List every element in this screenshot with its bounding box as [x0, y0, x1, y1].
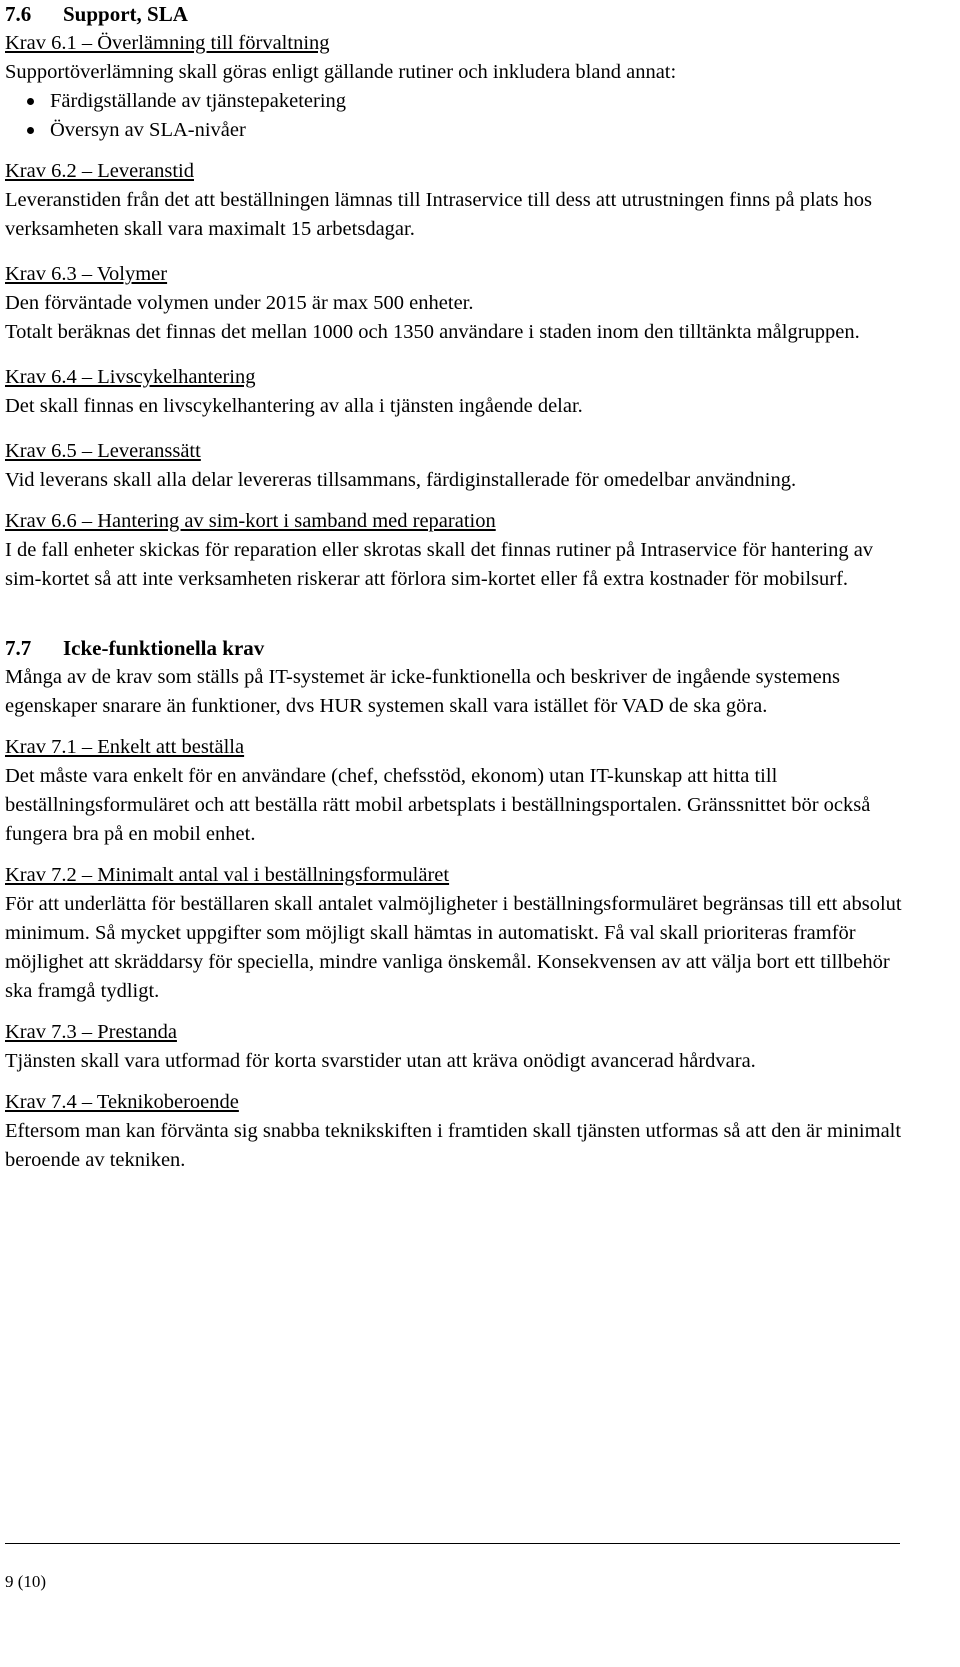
list-item	[5, 87, 905, 116]
section-title: Icke-funktionella krav	[63, 636, 265, 660]
requirement-heading: Krav 6.4 – Livscykelhantering	[5, 366, 256, 388]
requirement-6-3	[5, 260, 905, 347]
section-intro: Många av de krav som ställs på IT-systemet är icke-funktionella och beskriver de ingående systemens egenskaper snarare än funktioner, dvs HUR systemen skall vara istället för VAD de ska göra.	[5, 666, 840, 717]
list-item-text: Översyn av SLA-nivåer	[50, 119, 246, 141]
requirement-heading: Krav 6.1 – Överlämning till förvaltning	[5, 32, 330, 54]
requirement-6-5	[5, 437, 905, 495]
requirement-body: Totalt beräknas det finnas det mellan 1000 och 1350 användare i staden inom den tilltänkta målgruppen.	[5, 321, 860, 343]
section-number: 7.7	[5, 636, 32, 660]
bullet-icon	[27, 98, 34, 105]
requirement-6-1	[5, 29, 905, 145]
requirement-body: Den förväntade volymen under 2015 är max 500 enheter.	[5, 292, 474, 314]
page-number: 9 (10)	[5, 1572, 47, 1591]
requirement-6-4	[5, 363, 905, 421]
footer-divider	[5, 1543, 900, 1544]
requirement-heading: Krav 7.3 – Prestanda	[5, 1021, 177, 1043]
requirement-body: Det skall finnas en livscykelhantering av alla i tjänsten ingående delar.	[5, 395, 583, 417]
requirement-7-4	[5, 1088, 905, 1175]
requirement-heading: Krav 6.5 – Leveranssätt	[5, 440, 201, 462]
requirement-body: I de fall enheter skickas för reparation eller skrotas skall det finnas rutiner på Intraservice för hantering av sim-kortet så att inte verksamheten riskerar att förlora sim-kortet eller få extra kostnader för mobilsurf.	[5, 539, 874, 590]
requirement-heading: Krav 7.4 – Teknikoberoende	[5, 1091, 239, 1113]
requirement-6-2	[5, 157, 905, 244]
requirement-body: Supportöverlämning skall göras enligt gällande rutiner och inkludera bland annat:	[5, 61, 677, 83]
requirement-body: För att underlätta för beställaren skall antalet valmöjligheter i beställningsformuläret begränsas till ett absolut minimum. Så mycket uppgifter som möjligt skall hämtas in automatiskt. Få val skall prioriteras framför möjlighet att skräddarsy för speciella, mindre vanliga önskemål. Konsekvensen av att välja bort ett tillbehör ska framgå tydligt.	[5, 893, 902, 1002]
requirement-7-2	[5, 861, 905, 1006]
requirement-body: Tjänsten skall vara utformad för korta svarstider utan att kräva onödigt avancerad hårdvara.	[5, 1050, 756, 1072]
section-title: Support, SLA	[63, 2, 188, 26]
requirement-6-6	[5, 507, 905, 594]
requirement-body: Eftersom man kan förvänta sig snabba teknikskiften i framtiden skall tjänsten utformas så att den är minimalt beroende av tekniken.	[5, 1120, 902, 1171]
requirement-body: Vid leverans skall alla delar levereras tillsammans, färdiginstallerade för omedelbar användning.	[5, 469, 797, 491]
requirement-7-3	[5, 1018, 905, 1076]
section-heading-7-6	[5, 0, 905, 29]
requirement-heading: Krav 7.2 – Minimalt antal val i beställningsformuläret	[5, 864, 450, 886]
requirement-body: Leveranstiden från det att beställningen lämnas till Intraservice till dess att utrustningen finns på plats hos verksamheten skall vara maximalt 15 arbetsdagar.	[5, 189, 873, 240]
document-page	[5, 0, 905, 1175]
requirement-heading: Krav 6.3 – Volymer	[5, 263, 168, 285]
list-item-text: Färdigställande av tjänstepaketering	[50, 90, 347, 112]
bullet-icon	[27, 127, 34, 134]
requirement-body: Det måste vara enkelt för en användare (chef, chefsstöd, ekonom) utan IT-kunskap att hitta till beställningsformuläret och att beställa rätt mobil arbetsplats i beställningsportalen. Gränssnittet bör också fungera bra på en mobil enhet.	[5, 765, 871, 845]
section-heading-7-7	[5, 634, 905, 663]
requirement-heading: Krav 6.2 – Leveranstid	[5, 160, 194, 182]
requirement-heading: Krav 7.1 – Enkelt att beställa	[5, 736, 245, 758]
requirement-7-1	[5, 733, 905, 849]
requirement-heading: Krav 6.6 – Hantering av sim-kort i samband med reparation	[5, 510, 496, 532]
bullet-list	[5, 87, 905, 145]
section-number: 7.6	[5, 2, 32, 26]
list-item	[5, 116, 905, 145]
